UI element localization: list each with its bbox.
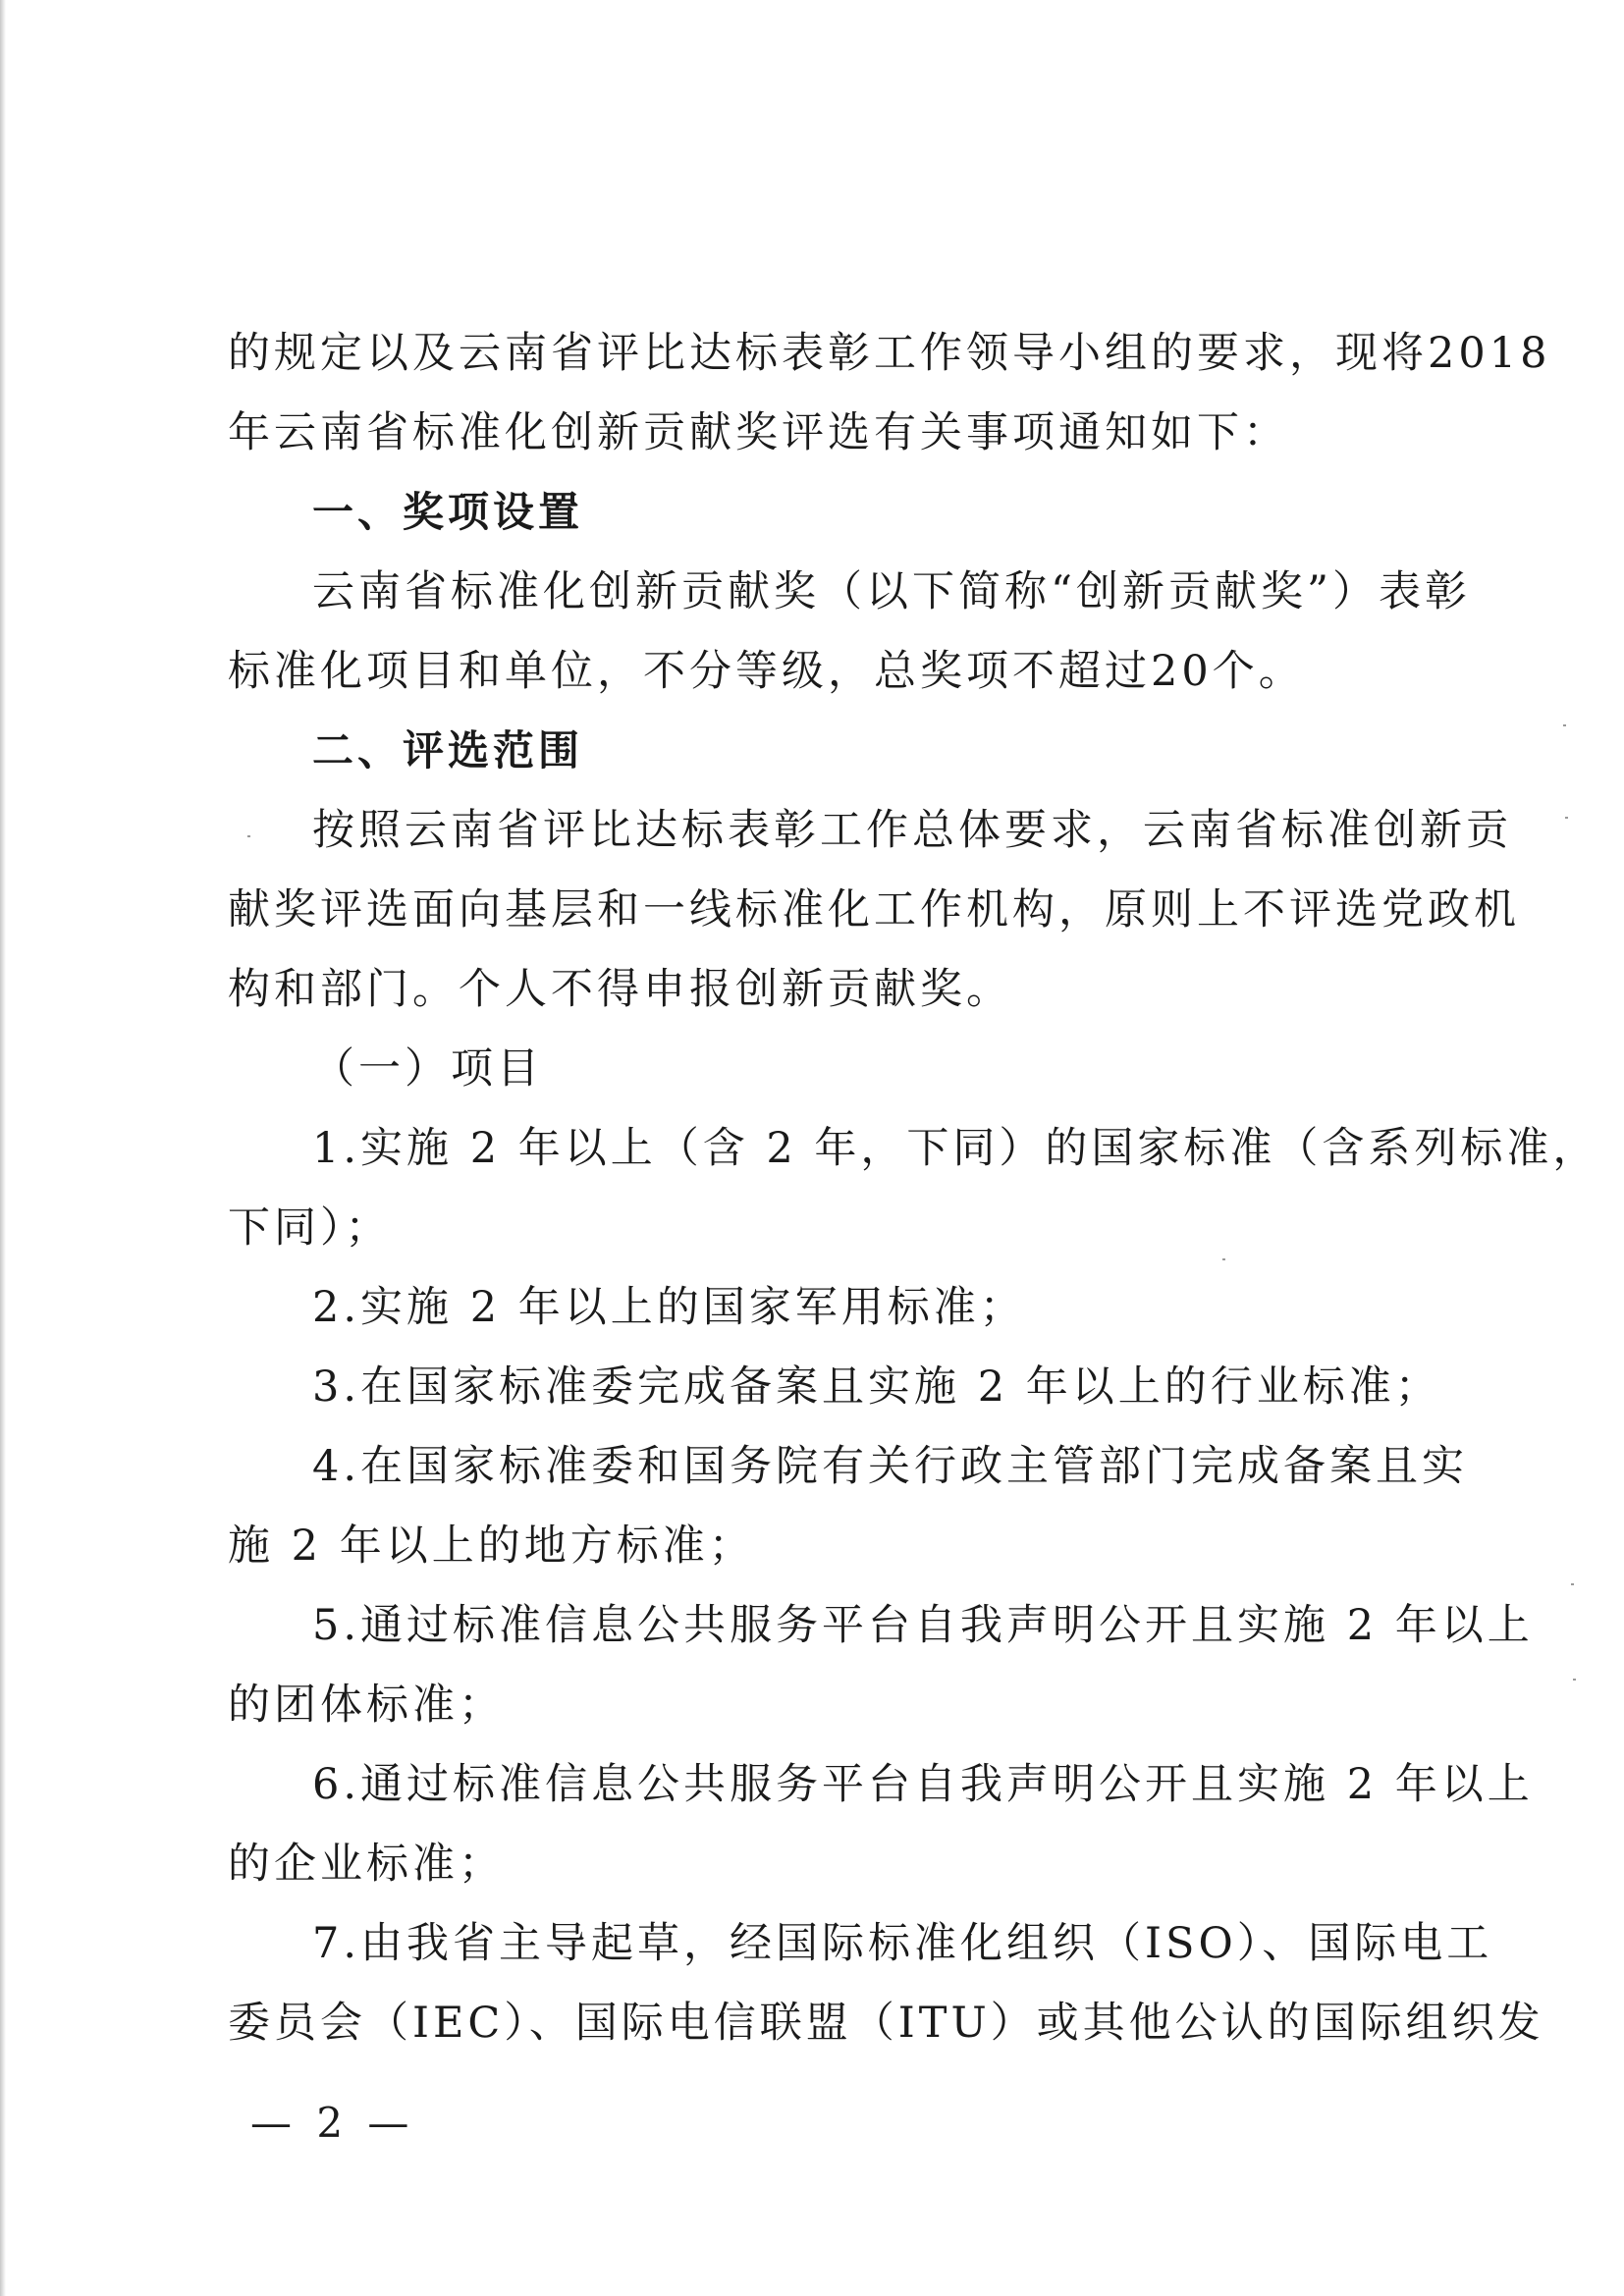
paragraph-line: 献奖评选面向基层和一线标准化工作机构，原则上不评选党政机	[228, 885, 1520, 934]
paragraph-line: 委员会（IEC）、国际电信联盟（ITU）或其他公认的国际组织发	[228, 1999, 1544, 2048]
scan-speck	[1563, 724, 1566, 726]
paragraph-line: 云南省标准化创新贡献奖（以下简称“创新贡献奖”）表彰	[312, 567, 1471, 616]
list-item: 3.在国家标准委完成备案且实施 2 年以上的行业标准；	[312, 1362, 1441, 1412]
section-heading: 二、评选范围	[312, 726, 584, 774]
list-item: 4.在国家标准委和国务院有关行政主管部门完成备案且实	[312, 1442, 1469, 1491]
scan-speck	[1222, 1258, 1225, 1260]
paragraph-line: 标准化项目和单位，不分等级，总奖项不超过20个。	[228, 647, 1305, 696]
scan-speck	[247, 835, 250, 837]
paragraph-line: 年云南省标准化创新贡献奖评选有关事项通知如下：	[228, 408, 1289, 457]
paragraph-line: 的规定以及云南省评比达标表彰工作领导小组的要求，现将2018	[228, 329, 1551, 378]
page-edge-shadow	[0, 0, 6, 2296]
list-item: 6.通过标准信息公共服务平台自我声明公开且实施 2 年以上	[312, 1760, 1534, 1809]
list-item: 7.由我省主导起草，经国际标准化组织（ISO）、国际电工	[312, 1919, 1493, 1968]
paragraph-line: 的企业标准；	[228, 1840, 505, 1889]
paragraph-line: 下同）；	[228, 1203, 392, 1253]
scan-speck	[1565, 817, 1568, 819]
page-number: — 2 —	[250, 2099, 415, 2147]
scan-speck	[1573, 1679, 1576, 1681]
subsection-heading: （一）项目	[312, 1044, 543, 1094]
section-heading: 一、奖项设置	[312, 488, 584, 536]
list-item: 2.实施 2 年以上的国家军用标准；	[312, 1283, 1026, 1332]
scan-speck	[1571, 1583, 1574, 1585]
paragraph-line: 构和部门。个人不得申报创新贡献奖。	[228, 965, 1012, 1014]
paragraph-line: 施 2 年以上的地方标准；	[228, 1522, 755, 1571]
paragraph-line: 的团体标准；	[228, 1681, 505, 1730]
list-item: 1.实施 2 年以上（含 2 年，下同）的国家标准（含系列标准，	[312, 1124, 1599, 1173]
paragraph-line: 按照云南省评比达标表彰工作总体要求，云南省标准创新贡	[312, 806, 1512, 855]
list-item: 5.通过标准信息公共服务平台自我声明公开且实施 2 年以上	[312, 1601, 1534, 1650]
